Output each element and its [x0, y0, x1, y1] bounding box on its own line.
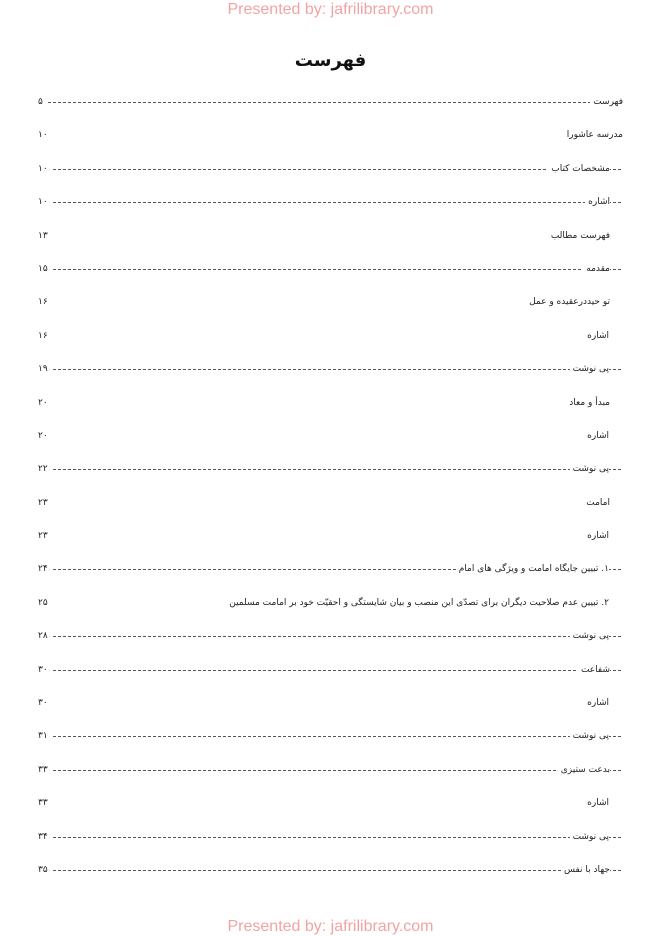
toc-entry-page: ۳۳ [38, 760, 51, 780]
toc-entry-title: ۲. تبیین عدم صلاحیت دیگران برای تصدّی این منصب و بیان شایستگی و احقیّت خود بر امامت مسلمین [226, 593, 609, 613]
toc-entry[interactable] [0, 426, 661, 459]
toc-entry[interactable] [0, 493, 661, 526]
toc-entry-title: اشاره [585, 192, 610, 212]
toc-entry-page: ۲۰ [38, 393, 51, 413]
toc-entry-page: ۲۳ [38, 493, 51, 513]
toc-entry[interactable] [0, 92, 661, 125]
toc-entry-title: شفاعت [578, 660, 610, 680]
toc-entry-title: پی نوشت [570, 459, 609, 479]
toc-entry-title: امامت [583, 493, 610, 513]
toc-entry[interactable] [0, 793, 661, 826]
watermark-bottom: Presented by: jafrilibrary.com [227, 918, 434, 935]
dot-leader [48, 837, 621, 838]
toc-entry[interactable] [0, 159, 661, 192]
toc-entry-title: بدعت ستیزی [558, 760, 610, 780]
toc-entry[interactable] [0, 827, 661, 860]
toc-entry-title: پی نوشت [570, 827, 609, 847]
toc-entry-page: ۳۰ [38, 660, 51, 680]
toc-entry[interactable] [0, 359, 661, 392]
dot-leader [48, 736, 621, 737]
dot-leader [48, 870, 621, 871]
toc-entry[interactable] [0, 726, 661, 759]
dot-leader [48, 469, 621, 470]
toc-entry[interactable] [0, 192, 661, 225]
toc-entry-title: فهرست مطالب [548, 226, 610, 246]
toc-entry-page: ۲۵ [38, 593, 51, 613]
toc-entry-title: اشاره [584, 526, 609, 546]
toc-entry[interactable] [0, 459, 661, 492]
page-title: فهرست [294, 50, 367, 71]
toc-entry-page: ۵ [38, 92, 46, 112]
toc-entry-page: ۱۳ [38, 226, 51, 246]
toc-entry-page: ۱۰ [38, 192, 51, 212]
toc-entry[interactable] [0, 760, 661, 793]
toc-entry[interactable] [0, 259, 661, 292]
table-of-contents [0, 92, 661, 893]
toc-entry[interactable] [0, 860, 661, 893]
dot-leader [48, 369, 621, 370]
dot-leader [48, 636, 621, 637]
toc-entry-page: ۱۰ [38, 125, 51, 145]
toc-entry-title: فهرست [590, 92, 623, 112]
dot-leader [48, 102, 621, 103]
toc-entry-page: ۲۰ [38, 426, 51, 446]
toc-entry-title: تو حیددرعقیده و عمل [526, 292, 610, 312]
toc-entry[interactable] [0, 526, 661, 559]
toc-entry[interactable] [0, 226, 661, 259]
toc-entry-page: ۱۵ [38, 259, 51, 279]
toc-entry[interactable] [0, 326, 661, 359]
toc-entry-page: ۱۹ [38, 359, 51, 379]
toc-entry[interactable] [0, 626, 661, 659]
toc-entry-page: ۱۶ [38, 292, 51, 312]
toc-entry-page: ۳۱ [38, 726, 51, 746]
toc-entry-page: ۳۰ [38, 693, 51, 713]
toc-entry-page: ۲۸ [38, 626, 51, 646]
dot-leader [48, 169, 621, 170]
toc-entry-page: ۳۳ [38, 793, 51, 813]
toc-entry-title: ۱. تبیین جایگاه امامت و ویژگی های امام [456, 559, 609, 579]
toc-entry[interactable] [0, 693, 661, 726]
dot-leader [48, 670, 621, 671]
toc-entry-title: مشخصات کتاب [548, 159, 610, 179]
toc-entry-title: جهاد با نفس [561, 860, 610, 880]
toc-entry[interactable] [0, 593, 661, 626]
toc-entry-page: ۳۴ [38, 827, 51, 847]
toc-entry-page: ۱۰ [38, 159, 51, 179]
toc-entry-title: اشاره [584, 793, 609, 813]
toc-entry-title: اشاره [584, 693, 609, 713]
toc-entry-title: اشاره [584, 326, 609, 346]
toc-entry[interactable] [0, 125, 661, 158]
toc-entry-title: اشاره [584, 426, 609, 446]
toc-entry-page: ۱۶ [38, 326, 51, 346]
watermark-top: Presented by: jafrilibrary.com [227, 1, 434, 18]
toc-entry-title: پی نوشت [570, 726, 609, 746]
toc-entry-title: پی نوشت [570, 626, 609, 646]
toc-entry[interactable] [0, 660, 661, 693]
toc-entry[interactable] [0, 292, 661, 325]
toc-entry-page: ۲۲ [38, 459, 51, 479]
toc-entry-title: مبدأ و معاد [566, 393, 610, 413]
toc-entry-title: مقدمه [583, 259, 610, 279]
dot-leader [48, 269, 621, 270]
dot-leader [48, 770, 621, 771]
toc-entry-title: پی نوشت [570, 359, 609, 379]
toc-entry-page: ۳۵ [38, 860, 51, 880]
toc-entry[interactable] [0, 559, 661, 592]
toc-entry[interactable] [0, 393, 661, 426]
toc-entry-page: ۲۳ [38, 526, 51, 546]
toc-entry-title: مدرسه عاشورا [564, 125, 623, 145]
dot-leader [48, 202, 621, 203]
toc-entry-page: ۲۴ [38, 559, 51, 579]
